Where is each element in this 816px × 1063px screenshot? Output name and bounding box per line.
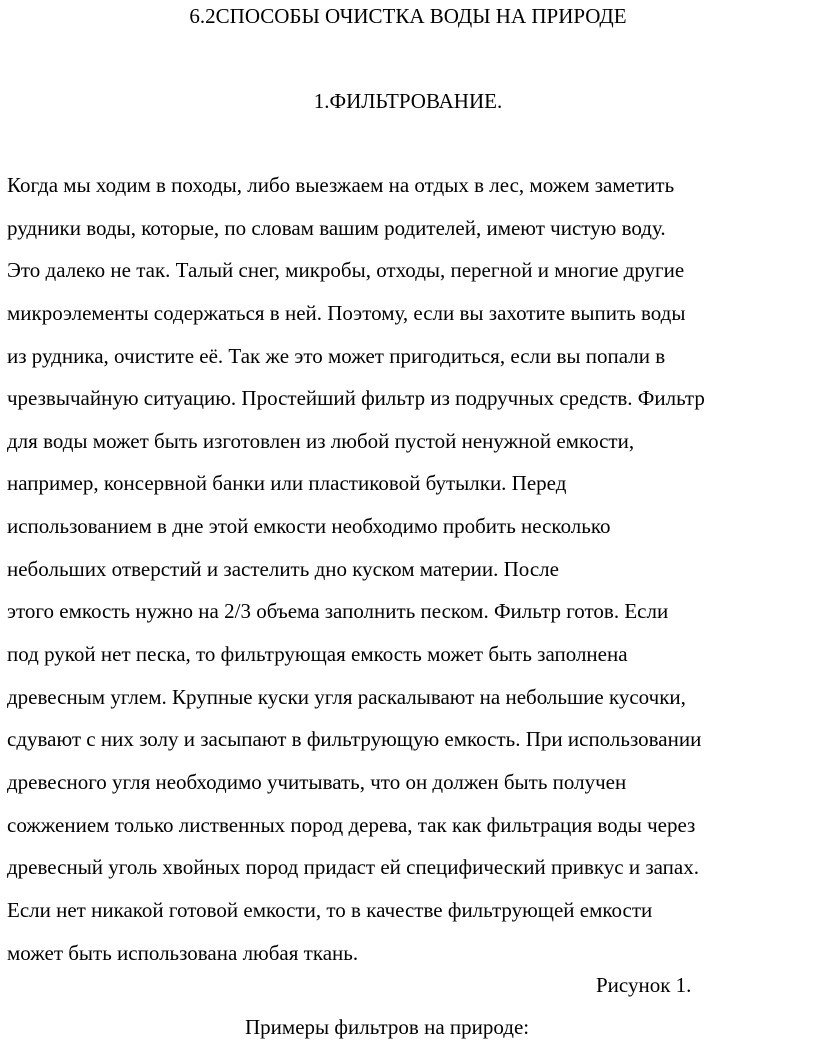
body-paragraph (7, 170, 812, 980)
paragraph-line: использованием в дне этой емкости необходимо пробить несколько (7, 514, 611, 539)
paragraph-line: рудники воды, которые, по словам вашим родителей, имеют чистую воду. (7, 215, 666, 240)
figure-caption: Рисунок 1. (596, 973, 692, 997)
paragraph-line: Это далеко не так. Талый снег, микробы, отходы, перегной и многие другие (7, 258, 685, 283)
paragraph-line: под рукой нет песка, то фильтрующая емкость может быть заполнена (7, 642, 628, 667)
examples-label: Примеры фильтров на природе: (245, 1015, 530, 1039)
paragraph-line: древесным углем. Крупные куски угля раскалывают на небольшие кусочки, (7, 684, 686, 709)
paragraph-line: микроэлементы содержаться в ней. Поэтому, если вы захотите выпить воды (7, 300, 686, 325)
paragraph-line: Если нет никакой готовой емкости, то в качестве фильтрующей емкости (7, 897, 653, 922)
paragraph-line: сдувают с них золу и засыпают в фильтрующую емкость. При использовании (7, 727, 702, 752)
paragraph-line: сожжением только лиственных пород дерева, так как фильтрация воды через (7, 812, 696, 837)
paragraph-line: из рудника, очистите её. Так же это может пригодиться, если вы попали в (7, 343, 666, 368)
section-heading: 1.ФИЛЬТРОВАНИЕ. (313, 89, 503, 113)
paragraph-line: для воды может быть изготовлен из любой пустой ненужной емкости, (7, 428, 635, 453)
paragraph-line: чрезвычайную ситуацию. Простейший фильтр из подручных средств. Фильтр (7, 386, 705, 411)
paragraph-line: этого емкость нужно на 2/3 объема заполнить песком. Фильтр готов. Если (7, 599, 669, 624)
paragraph-line: небольших отверстий и застелить дно куском материи. После (7, 556, 559, 581)
paragraph-line: например, консервной банки или пластиковой бутылки. Перед (7, 471, 567, 496)
document-title: 6.2СПОСОБЫ ОЧИСТКА ВОДЫ НА ПРИРОДЕ (189, 4, 627, 28)
paragraph-line: древесный уголь хвойных пород придаст ей специфический привкус и запах. (7, 855, 699, 880)
paragraph-line: может быть использована любая ткань. (7, 940, 359, 965)
paragraph-line: древесного угля необходимо учитывать, что он должен быть получен (7, 769, 627, 794)
paragraph-line: Когда мы ходим в походы, либо выезжаем на отдых в лес, можем заметить (7, 173, 675, 197)
